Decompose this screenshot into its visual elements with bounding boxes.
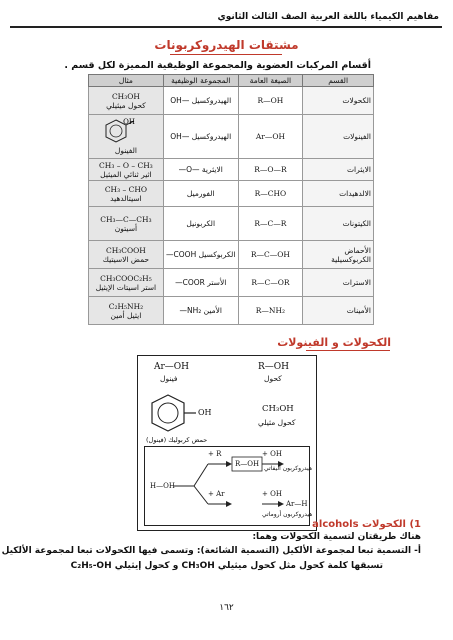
general-formula-cell: R—C—OH bbox=[238, 241, 303, 269]
general-formula-cell: R—OH bbox=[238, 87, 303, 115]
example-formula: CH₃COOC₂H₅ bbox=[100, 273, 152, 283]
alcohol-phenol-diagram bbox=[137, 355, 317, 531]
h-oh-label: H—OH bbox=[150, 482, 175, 490]
section2-underline bbox=[306, 350, 390, 351]
category-cell: الكيتونات bbox=[303, 207, 374, 241]
table-row bbox=[89, 87, 374, 115]
example-name: حمض الاسيتيك bbox=[102, 254, 150, 264]
example-name: ايثيل أمين bbox=[110, 310, 142, 320]
example-cell bbox=[89, 159, 164, 181]
intro-text: أقسام المركبات العضوية والمجموعة الوظيفية المميزة لكل قسم . bbox=[64, 60, 371, 71]
col-header: القسم bbox=[303, 75, 374, 87]
functional-group-cell: الأمين NH₂— bbox=[163, 297, 238, 325]
example-formula: CH₃COOH bbox=[105, 245, 146, 255]
example-formula: CH₃OH bbox=[111, 91, 140, 101]
example-formula: CH₃ – CHO bbox=[104, 184, 148, 194]
aliphatic-label: هيدروكربون أليفاتي bbox=[264, 465, 313, 472]
table-row bbox=[89, 269, 374, 297]
subsection-title: 1) الكحولات alcohols bbox=[312, 519, 421, 530]
phenol-ring-icon bbox=[101, 118, 151, 144]
col-header: الصيغة العامة bbox=[238, 75, 303, 87]
example-name: استر اسيتات الإيثيل bbox=[95, 282, 157, 292]
col-header: المجموعة الوظيفية bbox=[163, 75, 238, 87]
title-underline bbox=[170, 54, 282, 55]
category-cell: الكحولات bbox=[303, 87, 374, 115]
example-cell bbox=[89, 297, 164, 325]
paragraph-3: تسبقها كلمة كحول مثل كحول ميثيلي CH₃OH و كحول إيثيلي C₂H₅-OH bbox=[70, 561, 383, 571]
example-cell bbox=[89, 241, 164, 269]
section2-title: الكحولات و الفينولات bbox=[277, 336, 391, 349]
table-row bbox=[89, 207, 374, 241]
header-rule bbox=[10, 26, 442, 28]
col-header: مثال bbox=[89, 75, 164, 87]
classification-table bbox=[88, 74, 374, 325]
functional-group-cell: الهيدروكسيل —OH bbox=[163, 87, 238, 115]
r-oh-product: R—OH bbox=[235, 460, 260, 468]
example-cell bbox=[89, 87, 164, 115]
general-formula-cell: R—NH₂ bbox=[238, 297, 303, 325]
category-cell: الفينولات bbox=[303, 115, 374, 159]
table-row bbox=[89, 181, 374, 207]
methanol-label: كحول مثيلي bbox=[258, 418, 296, 427]
oh-label: OH bbox=[198, 408, 212, 417]
table-row bbox=[89, 159, 374, 181]
ar-oh-formula: Ar—OH bbox=[154, 362, 190, 372]
table-row bbox=[89, 115, 374, 159]
example-cell bbox=[89, 269, 164, 297]
example-cell bbox=[89, 181, 164, 207]
functional-group-cell: الكربونيل bbox=[163, 207, 238, 241]
example-name: اثير ثنائي الميثيل bbox=[100, 169, 152, 179]
svg-text:OH: OH bbox=[123, 118, 135, 126]
phenol-label: فينول bbox=[160, 374, 178, 383]
functional-group-cell: الأستر COOR— bbox=[163, 269, 238, 297]
example-cell bbox=[89, 115, 164, 159]
example-name: اسيتالدهيد bbox=[110, 193, 142, 203]
general-formula-cell: Ar—OH bbox=[238, 115, 303, 159]
alcohol-label: كحول bbox=[264, 374, 282, 383]
category-cell: الايثرات bbox=[303, 159, 374, 181]
example-name: أسيتون bbox=[114, 223, 138, 233]
example-name: الفينول bbox=[114, 146, 137, 155]
page-header: مفاهيم الكيمياء باللغة العربية الصف الثالث الثانوي bbox=[217, 12, 439, 22]
methanol-formula: CH₃OH bbox=[262, 404, 294, 414]
general-formula-cell: R—C—R bbox=[238, 207, 303, 241]
paragraph-1: هناك طريقتان لتسمية الكحولات وهما: bbox=[252, 532, 421, 542]
example-name: كحول ميثيلي bbox=[106, 100, 146, 110]
plus-oh-label-2: + OH bbox=[262, 490, 282, 498]
category-cell: الاسترات bbox=[303, 269, 374, 297]
page-number: ١٦٢ bbox=[219, 603, 234, 613]
category-cell: الأمينات bbox=[303, 297, 374, 325]
example-formula: C₂H₅NH₂ bbox=[108, 301, 144, 311]
section-title: مشتقات الهيدروكربونات bbox=[154, 38, 299, 52]
general-formula-cell: R—CHO bbox=[238, 181, 303, 207]
general-formula-cell: R—O—R bbox=[238, 159, 303, 181]
paragraph-2: أ- التسمية تبعا لمجموعة الألكيل (التسمية الشائعة): وتسمى فيها الكحولات تبعا لمجموعة الألكيل bbox=[1, 546, 421, 556]
ar-h-label: Ar—H bbox=[286, 500, 308, 508]
category-cell: الأحماض الكربوكسيلية bbox=[303, 241, 374, 269]
example-formula: CH₃ – O – CH₃ bbox=[99, 160, 153, 170]
functional-group-cell: الكربوكسيل COOH— bbox=[163, 241, 238, 269]
table-row bbox=[89, 297, 374, 325]
functional-group-cell: الفورميل bbox=[163, 181, 238, 207]
plus-ar-label: + Ar bbox=[208, 490, 225, 498]
r-oh-formula: R—OH bbox=[258, 362, 290, 372]
carbolic-acid-label: حمض كربوليك (فينول) bbox=[146, 436, 208, 444]
category-cell: الالدهيدات bbox=[303, 181, 374, 207]
example-formula: CH₃—C—CH₃ bbox=[100, 214, 152, 224]
general-formula-cell: R—C—OR bbox=[238, 269, 303, 297]
plus-r-label: + R bbox=[208, 450, 222, 458]
functional-group-cell: الهيدروكسيل —OH bbox=[163, 115, 238, 159]
aromatic-label: هيدروكربون أروماتي bbox=[262, 511, 313, 518]
functional-group-cell: الايثرية —O— bbox=[163, 159, 238, 181]
plus-oh-label-1: + OH bbox=[262, 450, 282, 458]
table-row bbox=[89, 241, 374, 269]
example-cell bbox=[89, 207, 164, 241]
